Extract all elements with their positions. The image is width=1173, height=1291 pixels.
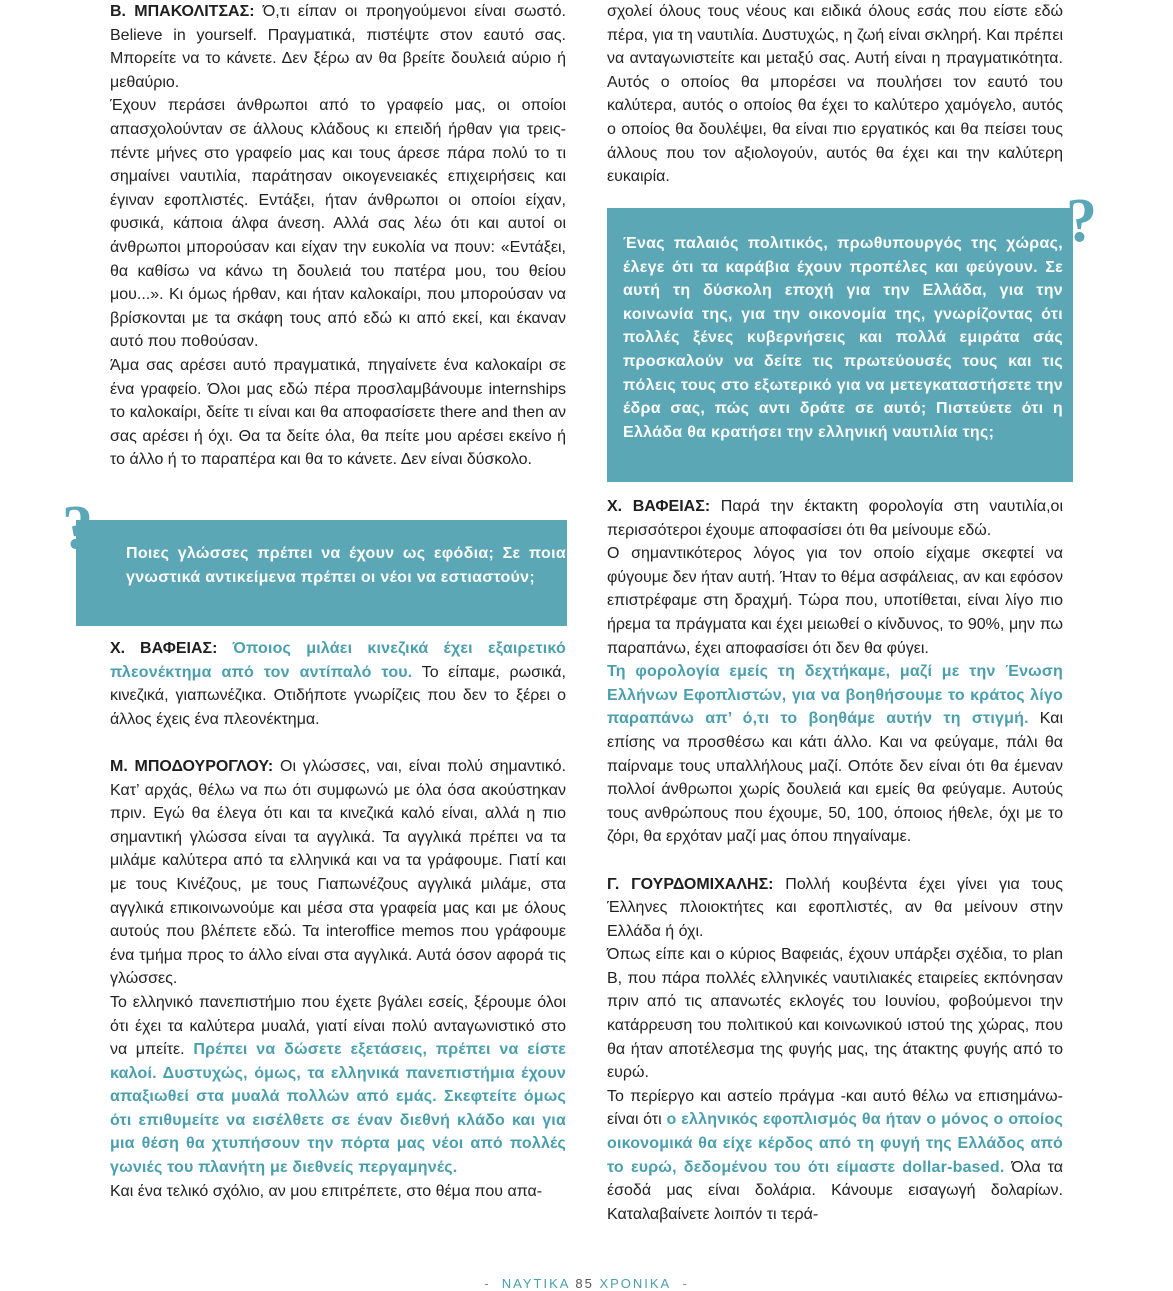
- left-column: [110, 0, 566, 472]
- paragraph: Έχουν περάσει άνθρωποι από το γραφείο μας, οι οποίοι απασχολούνταν σε άλλους κλάδους κι επειδή ήρθαν για τρεις-πέντε μήνες στο γραφείο μας και τους άρεσε πάρα πολύ το τι σημαίνει ναυτιλία, παράτησαν οικογενειακές επιχειρήσεις και έγιναν εφοπλιστές. Εντάξει, ήταν άνθρωποι οι οποίοι είχαν, φυσικά, κάποια άλφα άνεση. Αλλά σας λέω ότι και αυτοί οι άνθρωποι μπορούσαν και είχαν την ευκολία να πουν: «Εντάξει, θα καθίσω να κάνω τη δουλειά του πατέρα μου, του θείου μου...». Κι όμως ήρθαν, και ήταν καλοκαίρι, που μπορούσαν να βρίσκονται με τα σκάφη τους από εδώ κι από εκεί, και έκαναν αυτό που ποθούσαν.: [110, 97, 566, 351]
- paragraph-vafeias: Χ. ΒΑΦΕΙΑΣ: Όποιος μιλάει κινεζικά έχει εξαιρετικό πλεονέκτημα από τον αντίπαλό του. Το είπαμε, ρωσικά, κινεζικά, γιαπωνέζικα. Οτιδήποτε γνωρίζεις που δεν το ξέρει ο άλλος έχεις ένα πλεονέκτημα.: [110, 640, 566, 728]
- question-text: Ένας παλαιός πολιτικός, πρωθυπουργός της χώρας, έλεγε ότι τα καράβια έχουν προπέλες και φεύγουν. Σε αυτή τη δύσκολη εποχή για την Ελλάδα, για την κοινωνία της, για την οικονομία της, γνωρίζοντας ότι πολλές ξένες κυβερνήσεις και πολλά εμιράτα σάς προσκαλούν να δείτε τις πρωτεύουσές τους και τις πόλεις τους στο εξωτερικό για να μετεγκαταστήσετε την έδρα σας, πώς αντι δράτε σε αυτό; Πιστεύετε ότι η Ελλάδα θα κρατήσει την ελληνική ναυτιλία της;: [623, 235, 1063, 441]
- question-text: Ποιες γλώσσες πρέπει να έχουν ως εφόδια; Σε ποια γνωστικά αντικείμενα πρέπει οι νέοι να εστιαστούν;: [126, 545, 566, 586]
- question-box: [76, 520, 567, 626]
- highlight-text: Τη φορολογία εμείς τη δεχτήκαμε, μαζί με την Ένωση Ελλήνων Εφοπλιστών, για να βοηθήσουμε το κράτος λίγο παραπάνω απ’ ό,τι το βοηθάμε αυτήν τη στιγμή.: [607, 663, 1063, 728]
- paragraph: Άμα σας αρέσει αυτό πραγματικά, πηγαίνετε ένα καλοκαίρι σε ένα γραφείο. Όλοι μας εδώ πέρα προσλαμβάνουμε internships το καλοκαίρι, δείτε τι είναι και θα αποφασίσετε there and then αν σας αρέσει ή όχι. Θα τα δείτε όλα, θα πείτε μου αρέσει εκείνο ή το άλλο ή το παραπέρα και θα το κάνετε. Δεν είναι δύσκολο.: [110, 356, 566, 469]
- paragraph-vafeias: Χ. ΒΑΦΕΙΑΣ: Παρά την έκτακτη φορολογία στη ναυτιλία,οι περισσότεροι έχουμε αποφασίσει ότι θα μείνουμε εδώ.: [607, 498, 1064, 539]
- magazine-name-left: ΝΑΥΤΙΚΑ: [501, 1276, 570, 1291]
- paragraph: Ο σημαντικότερος λόγος για τον οποίο είχαμε σκεφτεί να φύγουμε δεν ήταν αυτή. Ήταν το θέμα ασφάλειας, αν και εφόσον επιστρέφαμε στη δραχμή. Τώρα που, υποτίθεται, είναι λίγο πιο ήρεμα τα πράγματα και έχει μειωθεί ο κίνδυνος, το 90%, μην πω παραπάνω, έχει αποφασίσει ότι δεν θα φύγει.: [607, 545, 1063, 657]
- question-mark-icon: ?: [1066, 187, 1097, 255]
- highlight-text: Πρέπει να δώσετε εξετάσεις, πρέπει να είστε καλοί. Δυστυχώς, όμως, τα ελληνικά πανεπιστήμια έχουν απαξιωθεί στα μυαλά πολλών από εμάς. Σκεφτείτε όμως ότι επιθυμείτε να εισέλθετε σε έναν διεθνή κλάδο και για μια θέση θα χτυπήσουν την πόρτα μας νέοι από πολλές γωνιές του πλανήτη με διεθνείς περγαμηνές.: [110, 1041, 566, 1177]
- speaker-name: Χ. ΒΑΦΕΙΑΣ:: [110, 640, 218, 657]
- highlight-text: ο ελληνικός εφοπλισμός θα ήταν ο μόνος ο οποίος οικονομικά θα είχε κέρδος από τη φυγή της Ελλάδος από το ευρώ, δεδομένου του ότι είμαστε dollar-based.: [607, 1111, 1063, 1176]
- question-mark-icon: ?: [62, 494, 93, 562]
- speaker-name: Χ. ΒΑΦΕΙΑΣ:: [607, 498, 711, 515]
- question-box: [607, 208, 1073, 482]
- paragraph: Και ένα τελικό σχόλιο, αν μου επιτρέπετε, στο θέμα που απα-: [110, 1182, 543, 1200]
- paragraph: Το ελληνικό πανεπιστήμιο που έχετε βγάλει εσείς, ξέρουμε όλοι ότι έχει τα καλύτερα μυαλά, γιατί είναι πολύ ανταγωνιστικό στο να μπείτε. Πρέπει να δώσετε εξετάσεις, πρέπει να είστε καλοί. Δυστυχώς, όμως, τα ελληνικά πανεπιστήμια έχουν απαξιωθεί στα μυαλά πολλών από εμάς. Σκεφτείτε όμως ότι επιθυμείτε να εισέλθετε σε έναν διεθνή κλάδο και για μια θέση θα χτυπήσουν την πόρτα μας νέοι από πολλές γωνιές του πλανήτη με διεθνείς περγαμηνές.: [110, 993, 566, 1177]
- paragraph: Όπως είπε και ο κύριος Βαφειάς, έχουν υπάρξει σχέδια, το plan B, που πάρα πολλές ελληνικές ναυτιλιακές εταιρείες εκπόνησαν πριν από τις απανωτές εκλογές του Ιουνίου, φοβούμενοι την κατάρρευση του πολιτικού και κοινωνικού ιστού της χώρας, που θα ήταν αποτέλεσμα της φυγής μας, της άτακτης φυγής από το ευρώ.: [607, 946, 1063, 1082]
- right-column-lower: [607, 495, 1063, 1226]
- paragraph-bodouroglou: Μ. ΜΠΟΔΟΥΡΟΓΛΟΥ: Οι γλώσσες, ναι, είναι πολύ σημαντικό. Κατ’ αρχάς, θέλω να πω ότι συμφωνώ με όλα όσα ακούστηκαν πριν. Εγώ θα έλεγα ότι και τα κινεζικά καλό είναι, αλλά η πιο σημαντική γλώσσα είναι τα αγγλικά. Τα αγγλικά πρέπει να τα μιλάμε καλύτερα από τα ελληνικά και να τα γράφουμε. Γιατί και με τους Κινέζους, με τους Γιαπωνέζους αγγλικά μιλάμε, στα αγγλικά επικοινωνούμε και μέσα στα γραφεία μας και με όλους αυτούς που βλέπετε εδώ. Τα interoffice memos που γράφουμε ένα τμήμα προς το άλλο είναι στα αγγλικά. Αυτά όσον αφορά τις γλώσσες.: [110, 757, 567, 988]
- right-column: [607, 0, 1063, 189]
- page-number: 85: [575, 1276, 594, 1291]
- paragraph: Τη φορολογία εμείς τη δεχτήκαμε, μαζί με την Ένωση Ελλήνων Εφοπλιστών, για να βοηθήσουμε το κράτος λίγο παραπάνω απ’ ό,τι το βοηθάμε αυτήν τη στιγμή. Και επίσης να προσθέσω και κάτι άλλο. Και να φεύγαμε, πάλι θα παίρναμε τους υπαλλήλους μαζί. Οπότε δεν είναι ότι θα έμεναν πολλοί άνθρωποι χωρίς δουλειά και εμείς θα φεύγαμε. Αυτούς τους ανθρώπους που έχουμε, 50, 100, όποιος ήθελε, όχι με το ζόρι, θα ερχόταν μαζί μας όπου πηγαίναμε.: [607, 663, 1063, 846]
- magazine-name-right: ΧΡΟΝΙΚΑ: [599, 1276, 672, 1291]
- page-footer: - ΝΑΥΤΙΚΑ 85 ΧΡΟΝΙΚΑ -: [484, 1276, 689, 1291]
- speaker-name: Μ. ΜΠΟΔΟΥΡΟΓΛΟΥ:: [110, 757, 274, 775]
- highlight-text: Όποιος μιλάει κινεζικά έχει εξαιρετικό πλεονέκτημα από τον αντίπαλό του.: [110, 640, 566, 681]
- paragraph-gourdomichalis: Γ. ΓΟΥΡΔΟΜΙΧΑΛΗΣ: Πολλή κουβέντα έχει γίνει για τους Έλληνες πλοιοκτήτες και εφοπλιστές, αν θα μείνουν στην Ελλάδα ή όχι.: [607, 875, 1063, 940]
- paragraph: σχολεί όλους τους νέους και ειδικά όλους εσάς που είστε εδώ πέρα, για τη ναυτιλία. Δυστυχώς, η ζωή είναι σκληρή. Και πρέπει να ανταγωνιστείτε και μεταξύ σας. Αυτή είναι η πραγματικότητα. Αυτός ο οποίος θα μπορέσει να πουλήσει τον εαυτό του καλύτερα, αυτός ο οποίος θα έχει το καλύτερο χαμόγελο, αυτός ο οποίος θα δουλέψει, θα είναι πιο εργατικός και θα πείσει τους άλλους που τον αξιολογούν, αυτός θα έχει και την καλύτερη ευκαιρία.: [607, 3, 1063, 186]
- left-column-lower: [110, 637, 566, 1203]
- paragraph-bakolitsas: Β. ΜΠΑΚΟΛΙΤΣΑΣ: Ό,τι είπαν οι προηγούμενοι είναι σωστό. Believe in yourself. Πραγματικά, πιστέψτε στον εαυτό σας. Μπορείτε να το κάνετε. Δεν ξέρω αν θα βρείτε δουλειά αύριο ή μεθαύριο.: [110, 3, 566, 91]
- speaker-name: Β. ΜΠΑΚΟΛΙΤΣΑΣ:: [110, 3, 255, 20]
- paragraph: Το περίεργο και αστείο πράγμα -και αυτό θέλω να επισημάνω- είναι ότι ο ελληνικός εφοπλισμός θα ήταν ο μόνος ο οποίος οικονομικά θα είχε κέρδος από τη φυγή της Ελλάδος από το ευρώ, δεδομένου του ότι είμαστε dollar-based. Όλα τα έσοδά μας είναι δολάρια. Κάνουμε εισαγωγή δολαρίων. Καταλαβαίνετε λοιπόν τι τερά-: [607, 1087, 1063, 1223]
- speaker-name: Γ. ΓΟΥΡΔΟΜΙΧΑΛΗΣ:: [607, 875, 774, 893]
